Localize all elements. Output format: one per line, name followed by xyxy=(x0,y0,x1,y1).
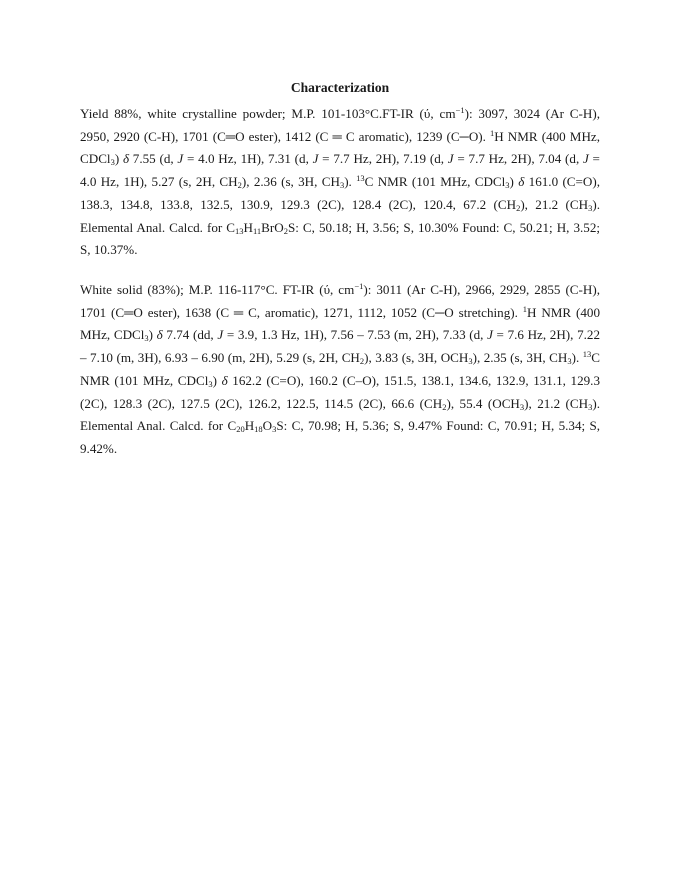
text-run: C NMR (101 MHz, CDCl xyxy=(364,174,506,190)
subscript: 13 xyxy=(235,225,244,236)
text-run: Yield 88%, white crystalline powder; M.P. 101-103°C.FT-IR (ύ, cm xyxy=(80,106,456,121)
superscript: −1 xyxy=(455,105,465,115)
subscript: 2 xyxy=(359,356,365,367)
text-run: 7.55 (d, xyxy=(129,151,178,167)
subscript: 3 xyxy=(144,333,149,344)
italic-symbol: δ xyxy=(518,174,525,190)
superscript: 13 xyxy=(356,173,365,184)
characterization-paragraph-2 xyxy=(80,279,600,461)
italic-symbol: J xyxy=(487,327,493,343)
text-run: ): 3097, 3024 (Ar C-H), 2950, 2920 (C-H), 1701 (C═O ester), 1412 (C ═ C aromatic), 1239 (C─O). xyxy=(80,106,600,144)
text-run: S: C, 50.18; H, 3.56; S, 10.30% Found: C, 50.21; H, 3.52; S, 10.37%. xyxy=(80,219,601,258)
page-title: Characterization xyxy=(290,80,390,95)
italic-symbol: δ xyxy=(122,151,130,167)
text-run: H NMR (400 MHz, CDCl xyxy=(80,128,600,167)
italic-symbol: J xyxy=(217,327,224,343)
superscript: 13 xyxy=(582,349,592,360)
italic-symbol: δ xyxy=(156,327,163,343)
text-run: = 4.0 Hz, 1H), 7.31 (d, xyxy=(183,151,313,167)
subscript: 3 xyxy=(468,356,473,367)
text-run: White solid (83%); M.P. 116-117°C. FT-IR (ύ, cm xyxy=(80,282,355,297)
italic-symbol: J xyxy=(582,151,589,167)
text-run: S: C, 70.98; H, 5.36; S, 9.47% Found: C, 70.91; H, 5.34; S, 9.42%. xyxy=(80,418,601,456)
text-run: = 7.7 Hz, 2H), 7.19 (d, xyxy=(318,151,448,167)
superscript: 1 xyxy=(522,303,527,314)
text-run: = 3.9, 1.3 Hz, 1H), 7.56 – 7.53 (m, 2H), 7.33 (d, xyxy=(223,327,488,343)
text-run: ), 21.2 (CH xyxy=(520,196,589,212)
text-run: 162.2 (C=O), 160.2 (C–O), 151.5, 138.1, 134.6, 132.9, 131.1, 129.3 (2C), 128.3 (2C), 127.5 (2C), 126.2, 122.5, 114.5 (2C), 66.6 (CH xyxy=(80,372,601,411)
text-run: ), 2.36 (s, 3H, CH xyxy=(241,174,340,190)
italic-symbol: δ xyxy=(221,372,228,388)
text-run: ). Elemental Anal. Calcd. for C xyxy=(80,395,600,434)
italic-symbol: J xyxy=(312,151,319,167)
subscript: 2 xyxy=(442,401,447,412)
italic-symbol: J xyxy=(447,151,454,167)
subscript: 18 xyxy=(254,424,263,435)
text-run: 161.0 (C=O), 138.3, 134.8, 133.8, 132.5, 130.9, 129.3 (2C), 128.4 (2C), 120.4, 67.2 (CH xyxy=(80,174,601,212)
text-run: ). xyxy=(344,174,357,190)
text-run: ) xyxy=(148,327,157,343)
text-run: BrO xyxy=(261,219,284,235)
subscript: 20 xyxy=(236,424,245,435)
subscript: 2 xyxy=(516,202,521,213)
text-run: = 7.7 Hz, 2H), 7.04 (d, xyxy=(453,151,583,167)
superscript: −1 xyxy=(354,281,364,291)
subscript: 2 xyxy=(283,225,288,236)
text-run: ). xyxy=(571,350,583,366)
text-run: ). Elemental Anal. Calcd. for C xyxy=(80,196,600,235)
subscript: 3 xyxy=(339,180,345,191)
subscript: 3 xyxy=(567,356,572,367)
subscript: 3 xyxy=(505,180,510,191)
subscript: 3 xyxy=(208,378,213,389)
characterization-paragraph-1 xyxy=(80,103,600,262)
text-run: ), 55.4 (OCH xyxy=(446,395,520,411)
text-run: H xyxy=(243,219,253,235)
text-run: = 4.0 Hz, 1H), 5.27 (s, 2H, CH xyxy=(80,151,600,190)
subscript: 3 xyxy=(588,202,593,213)
text-run: O xyxy=(262,418,273,434)
subscript: 3 xyxy=(272,424,277,435)
subscript: 11 xyxy=(252,225,262,236)
text-run: ), 21.2 (CH xyxy=(524,395,589,411)
text-run: 7.74 (dd, xyxy=(162,327,218,343)
text-run: ) xyxy=(509,174,519,190)
italic-symbol: J xyxy=(177,151,184,167)
text-run: H NMR (400 MHz, CDCl xyxy=(80,304,601,343)
text-run: ), 2.35 (s, 3H, CH xyxy=(472,350,568,366)
superscript: 1 xyxy=(490,127,495,138)
text-run: ) xyxy=(114,151,123,167)
text-run: H xyxy=(244,418,255,434)
subscript: 3 xyxy=(588,401,593,412)
text-run: C NMR (101 MHz, CDCl xyxy=(80,350,600,388)
subscript: 3 xyxy=(519,401,525,412)
text-run: = 7.6 Hz, 2H), 7.22 – 7.10 (m, 3H), 6.93 – 6.90 (m, 2H), 5.29 (s, 2H, CH xyxy=(80,327,600,366)
text-run: ), 3.83 (s, 3H, OCH xyxy=(364,350,469,366)
subscript: 3 xyxy=(110,157,115,168)
subscript: 2 xyxy=(237,180,242,191)
text-run: ): 3011 (Ar C-H), 2966, 2929, 2855 (C-H), 1701 (C═O ester), 1638 (C ═ C, aromatic), 1271, 1112, 1052 (C─O stretching). xyxy=(80,282,600,320)
text-run: ) xyxy=(212,372,222,388)
